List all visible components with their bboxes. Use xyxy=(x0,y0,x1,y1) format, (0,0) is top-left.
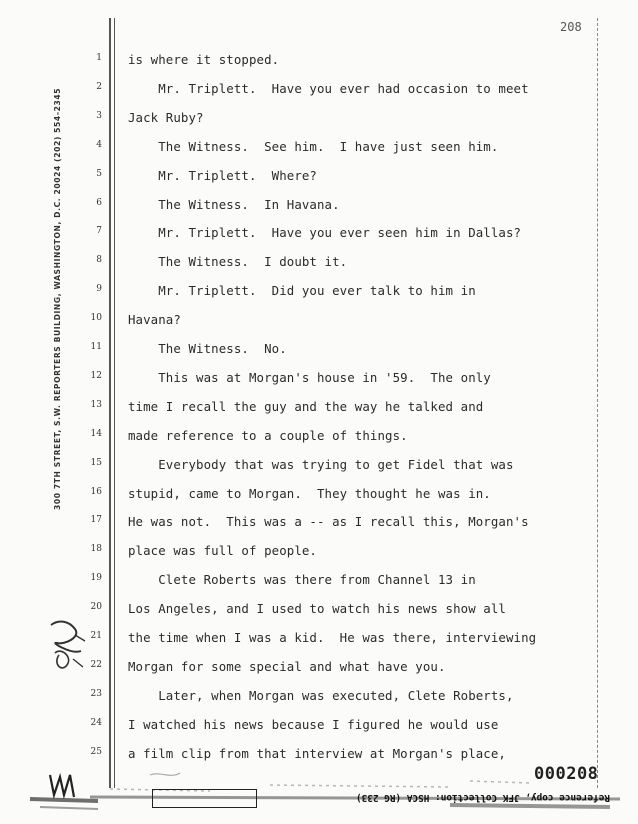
line-number: 11 xyxy=(90,342,102,352)
line-number: 3 xyxy=(96,110,102,121)
line-number: 13 xyxy=(90,399,102,410)
line-number: 14 xyxy=(90,428,102,439)
transcript-line: Mr. Triplett. Have you ever had occasion to meet xyxy=(128,80,529,96)
transcript-line: Mr. Triplett. Where? xyxy=(128,167,317,183)
transcript-line: made reference to a couple of things. xyxy=(128,427,408,443)
transcript-line: a film clip from that interview at Morgan's place, xyxy=(128,745,506,761)
reference-footer: Reference copy, JFK Collection: HSCA (RG 233) xyxy=(356,792,610,803)
left-margin-rule-inner xyxy=(114,18,115,788)
transcript-line: The Witness. In Havana. xyxy=(128,196,340,212)
corner-scan-marks xyxy=(10,765,100,815)
handwritten-mark-icon xyxy=(45,615,89,671)
right-margin-rule xyxy=(597,18,598,788)
line-number: 4 xyxy=(96,139,102,150)
line-number: 20 xyxy=(90,602,102,613)
transcript-line: place was full of people. xyxy=(128,543,317,559)
document-id: 000208 xyxy=(534,764,599,784)
line-number: 12 xyxy=(90,370,102,381)
line-number: 6 xyxy=(96,197,102,208)
line-number: 10 xyxy=(90,313,102,324)
line-number: 19 xyxy=(90,573,102,584)
transcript-line: stupid, came to Morgan. They thought he was in. xyxy=(128,485,491,501)
line-number: 5 xyxy=(96,168,102,179)
line-number: 24 xyxy=(90,717,102,728)
transcript-line: is where it stopped. xyxy=(128,52,280,67)
line-number: 7 xyxy=(96,226,102,237)
left-margin-rule xyxy=(109,18,111,788)
line-number: 22 xyxy=(90,659,102,670)
transcript-line: The Witness. See him. I have just seen him. xyxy=(128,138,499,154)
line-number: 21 xyxy=(90,631,102,641)
transcript-line: Morgan for some special and what have you. xyxy=(128,658,446,674)
line-number: 17 xyxy=(90,515,102,526)
line-number: 15 xyxy=(90,457,102,468)
line-number: 1 xyxy=(96,53,102,63)
reporter-address: 300 7TH STREET, S.W. REPORTERS BUILDING, WASHINGTON, D.C. 20024 (202) 554-2345 xyxy=(53,87,62,510)
line-number: 25 xyxy=(90,746,102,757)
transcript-line: Everybody that was trying to get Fidel that was xyxy=(128,456,514,472)
line-number: 18 xyxy=(90,544,102,555)
transcript-line: Mr. Triplett. Have you ever seen him in Dallas? xyxy=(128,225,522,241)
transcript-line: Mr. Triplett. Did you ever talk to him in xyxy=(128,283,476,299)
transcript-line: The Witness. I doubt it. xyxy=(128,254,348,270)
transcript-line: Havana? xyxy=(128,312,181,328)
transcript-line: The Witness. No. xyxy=(128,341,287,356)
transcript-line: Los Angeles, and I used to watch his news show all xyxy=(128,601,506,617)
transcript-line: time I recall the guy and the way he talked and xyxy=(128,398,484,414)
transcript-line: Jack Ruby? xyxy=(128,109,204,125)
line-number: 2 xyxy=(96,81,102,92)
transcript-line: Clete Roberts was there from Channel 13 in xyxy=(128,572,476,588)
line-number: 23 xyxy=(90,688,102,699)
transcript-line: Later, when Morgan was executed, Clete Roberts, xyxy=(128,687,514,703)
transcript-line: the time when I was a kid. He was there, interviewing xyxy=(128,630,537,645)
line-number: 9 xyxy=(96,284,102,295)
transcript-line: I watched his news because I figured he would use xyxy=(128,716,499,732)
transcript-line: He was not. This was a -- as I recall this, Morgan's xyxy=(128,514,529,530)
line-number: 8 xyxy=(96,255,102,266)
transcript-line: This was at Morgan's house in '59. The only xyxy=(128,369,491,385)
page-number: 208 xyxy=(560,20,582,34)
line-number: 16 xyxy=(90,486,102,497)
